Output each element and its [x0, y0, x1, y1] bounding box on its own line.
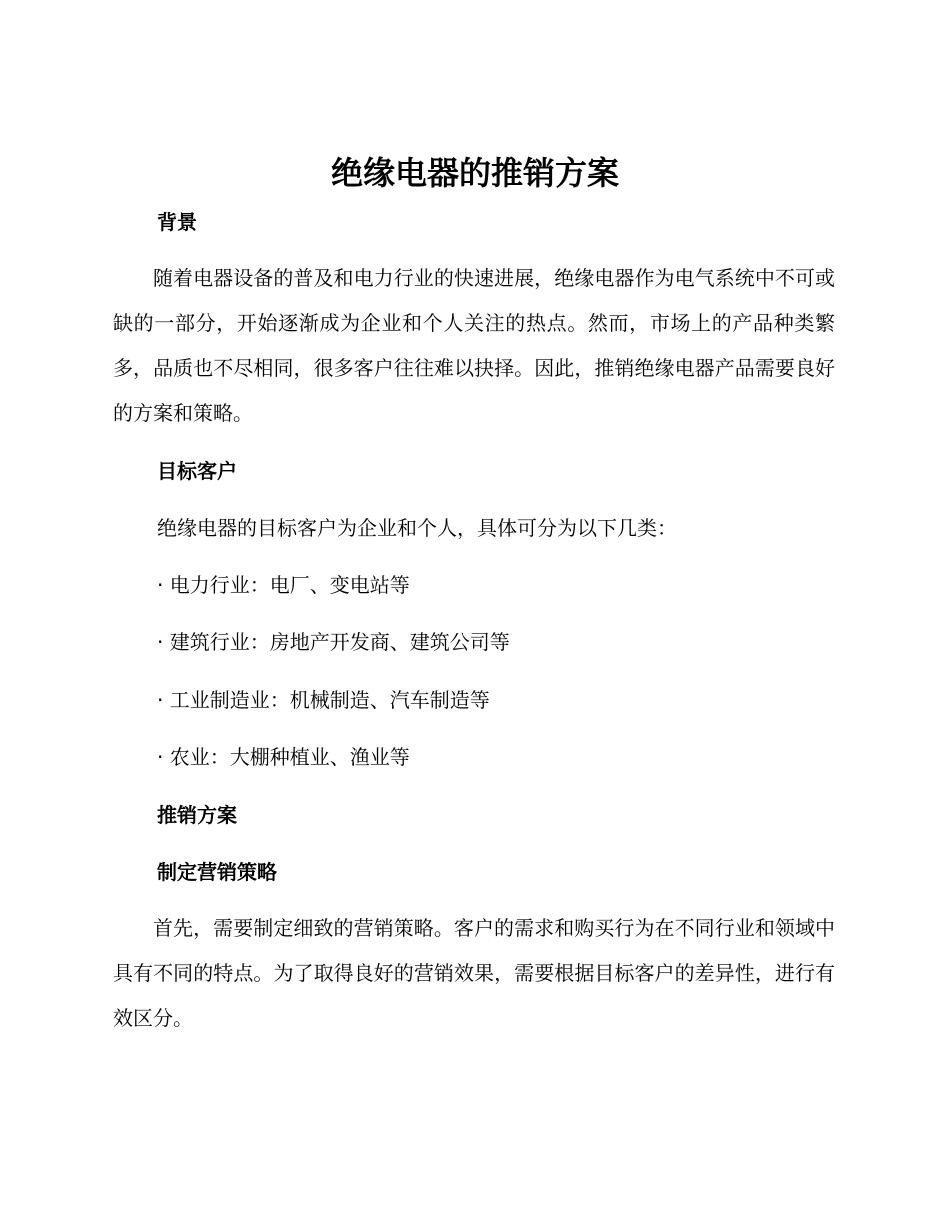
list-item-power-industry: · 电力行业：电厂、变电站等: [157, 573, 410, 597]
list-item-manufacturing-industry: · 工业制造业：机械制造、汽车制造等: [157, 688, 490, 712]
list-item-agriculture: · 农业：大棚种植业、渔业等: [157, 745, 410, 769]
section-heading-target-customers: 目标客户: [157, 459, 237, 483]
marketing-strategy-paragraph: 首先，需要制定细致的营销策略。客户的需求和购买行为在不同行业和领域中具有不同的特点。为了取得良好的营销效果，需要根据目标客户的差异性，进行有效区分。: [113, 916, 835, 1030]
document-title: 绝缘电器的推销方案: [330, 154, 619, 192]
list-item-construction-industry: · 建筑行业：房地产开发商、建筑公司等: [157, 630, 510, 654]
section-heading-plan: 推销方案: [157, 803, 237, 827]
background-paragraph: 随着电器设备的普及和电力行业的快速进展，绝缘电器作为电气系统中不可或缺的一部分，开始逐渐成为企业和个人关注的热点。然而，市场上的产品种类繁多，品质也不尽相同，很多客户往往难以抉择。因此，推销绝缘电器产品需要良好的方案和策略。: [113, 266, 835, 425]
subsection-heading-marketing-strategy: 制定营销策略: [157, 860, 277, 884]
target-customers-intro: 绝缘电器的目标客户为企业和个人，具体可分为以下几类：: [157, 516, 677, 540]
section-heading-background: 背景: [157, 210, 197, 234]
